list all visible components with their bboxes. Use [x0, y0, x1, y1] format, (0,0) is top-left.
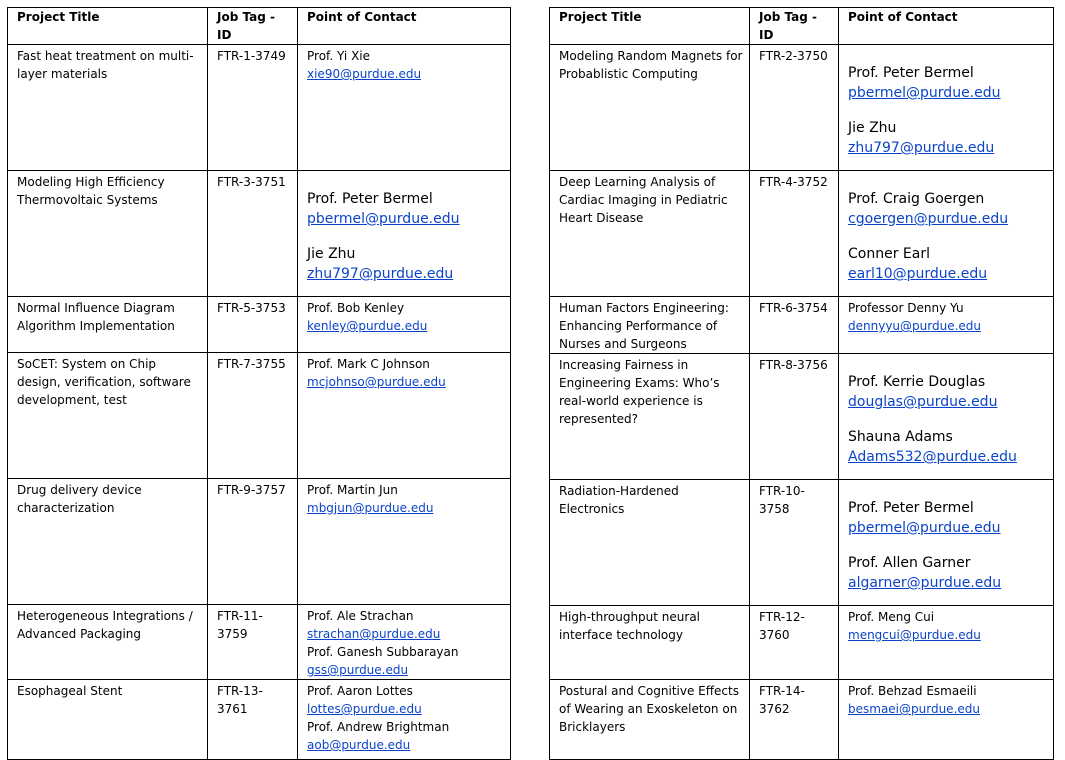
point-of-contact-cell: [298, 680, 511, 760]
job-tag-cell: FTR-10-3758: [750, 480, 839, 606]
contact-email-link[interactable]: lottes@purdue.edu: [307, 702, 422, 716]
contact-name: Jie Zhu: [848, 120, 897, 136]
table-row: [550, 297, 1054, 354]
contact-email-link[interactable]: zhu797@purdue.edu: [848, 140, 995, 156]
project-title-cell: Modeling High Efficiency Thermovoltaic Systems: [8, 171, 208, 297]
table-row: [550, 480, 1054, 606]
contact-email-link[interactable]: aob@purdue.edu: [307, 738, 411, 752]
header-row: [550, 8, 1054, 45]
job-tag-cell: FTR-8-3756: [750, 354, 839, 480]
point-of-contact-cell: [298, 297, 511, 353]
job-tag-cell: FTR-11-3759: [208, 605, 298, 680]
table-row: [8, 297, 511, 353]
project-title-cell: Normal Influence Diagram Algorithm Implementation: [8, 297, 208, 353]
header-job-tag: Job Tag - ID: [208, 8, 298, 45]
header-row: [8, 8, 511, 45]
job-tag-cell: FTR-9-3757: [208, 479, 298, 605]
job-tag-cell: FTR-4-3752: [750, 171, 839, 297]
contact-email-link[interactable]: kenley@purdue.edu: [307, 319, 428, 333]
header-point-of-contact: Point of Contact: [839, 8, 1054, 45]
header-project-title: Project Title: [550, 8, 750, 45]
table-row: [550, 680, 1054, 760]
point-of-contact-cell: [839, 680, 1054, 760]
contact-name: Prof. Yi Xie: [307, 49, 371, 63]
point-of-contact-cell: [298, 171, 511, 297]
job-tag-cell: FTR-3-3751: [208, 171, 298, 297]
contact-name: Prof. Aaron Lottes: [307, 684, 413, 698]
project-title-cell: Esophageal Stent: [8, 680, 208, 760]
contact-email-link[interactable]: mbgjun@purdue.edu: [307, 501, 434, 515]
project-title-cell: SoCET: System on Chip design, verification, software development, test: [8, 353, 208, 479]
contact-email-link[interactable]: pbermel@purdue.edu: [848, 520, 1001, 536]
table-row: [550, 606, 1054, 680]
table-row: [550, 171, 1054, 297]
table-row: [8, 353, 511, 479]
contact-email-link[interactable]: dennyyu@purdue.edu: [848, 319, 981, 333]
contact-name: Prof. Kerrie Douglas: [848, 374, 986, 390]
contact-email-link[interactable]: Adams532@purdue.edu: [848, 449, 1017, 465]
header-job-tag: Job Tag - ID: [750, 8, 839, 45]
contact-email-link[interactable]: besmaei@purdue.edu: [848, 702, 980, 716]
contact-name: Prof. Peter Bermel: [848, 65, 974, 81]
job-tag-cell: FTR-1-3749: [208, 45, 298, 171]
contact-email-link[interactable]: strachan@purdue.edu: [307, 627, 441, 641]
contact-name: Prof. Bob Kenley: [307, 301, 405, 315]
point-of-contact-cell: [839, 45, 1054, 171]
table-row: [8, 479, 511, 605]
point-of-contact-cell: [298, 353, 511, 479]
contact-name: Shauna Adams: [848, 429, 953, 445]
job-tag-cell: FTR-6-3754: [750, 297, 839, 354]
contact-name: Prof. Andrew Brightman: [307, 720, 450, 734]
point-of-contact-cell: [839, 171, 1054, 297]
contact-email-link[interactable]: mengcui@purdue.edu: [848, 628, 981, 642]
contact-name: Prof. Peter Bermel: [848, 500, 974, 516]
project-title-cell: Radiation-Hardened Electronics: [550, 480, 750, 606]
contact-name: Jie Zhu: [307, 246, 356, 262]
point-of-contact-cell: [298, 479, 511, 605]
contact-name: Prof. Martin Jun: [307, 483, 398, 497]
project-title-cell: Fast heat treatment on multi-layer materials: [8, 45, 208, 171]
project-title-cell: Human Factors Engineering: Enhancing Performance of Nurses and Surgeons: [550, 297, 750, 354]
point-of-contact-cell: [298, 605, 511, 680]
point-of-contact-cell: [839, 297, 1054, 354]
job-tag-cell: FTR-13-3761: [208, 680, 298, 760]
job-tag-cell: FTR-14-3762: [750, 680, 839, 760]
contact-name: Prof. Craig Goergen: [848, 191, 985, 207]
contact-name: Prof. Ale Strachan: [307, 609, 414, 623]
contact-email-link[interactable]: earl10@purdue.edu: [848, 266, 988, 282]
project-title-cell: Drug delivery device characterization: [8, 479, 208, 605]
project-title-cell: Postural and Cognitive Effects of Wearing an Exoskeleton on Bricklayers: [550, 680, 750, 760]
table-row: [8, 680, 511, 760]
project-title-cell: Heterogeneous Integrations / Advanced Packaging: [8, 605, 208, 680]
contact-email-link[interactable]: cgoergen@purdue.edu: [848, 211, 1009, 227]
table-row: [8, 45, 511, 171]
contact-email-link[interactable]: pbermel@purdue.edu: [848, 85, 1001, 101]
job-tag-cell: FTR-12-3760: [750, 606, 839, 680]
point-of-contact-cell: [839, 480, 1054, 606]
contact-name: Prof. Ganesh Subbarayan: [307, 645, 459, 659]
table-row: [8, 605, 511, 680]
projects-table-right: [549, 7, 1054, 760]
contact-email-link[interactable]: algarner@purdue.edu: [848, 575, 1002, 591]
header-project-title: Project Title: [8, 8, 208, 45]
contact-email-link[interactable]: gss@purdue.edu: [307, 663, 409, 677]
contact-name: Prof. Meng Cui: [848, 610, 935, 624]
point-of-contact-cell: [839, 354, 1054, 480]
contact-name: Prof. Allen Garner: [848, 555, 971, 571]
job-tag-cell: FTR-2-3750: [750, 45, 839, 171]
contact-email-link[interactable]: zhu797@purdue.edu: [307, 266, 454, 282]
contact-name: Professor Denny Yu: [848, 301, 964, 315]
point-of-contact-cell: [839, 606, 1054, 680]
contact-email-link[interactable]: douglas@purdue.edu: [848, 394, 998, 410]
job-tag-cell: FTR-5-3753: [208, 297, 298, 353]
contact-email-link[interactable]: mcjohnso@purdue.edu: [307, 375, 446, 389]
contact-email-link[interactable]: pbermel@purdue.edu: [307, 211, 460, 227]
contact-name: Prof. Mark C Johnson: [307, 357, 430, 371]
contact-name: Conner Earl: [848, 246, 930, 262]
contact-name: Prof. Behzad Esmaeili: [848, 684, 977, 698]
table-row: [550, 45, 1054, 171]
project-title-cell: Deep Learning Analysis of Cardiac Imaging in Pediatric Heart Disease: [550, 171, 750, 297]
contact-name: Prof. Peter Bermel: [307, 191, 433, 207]
table-row: [8, 171, 511, 297]
contact-email-link[interactable]: xie90@purdue.edu: [307, 67, 422, 81]
project-title-cell: High-throughput neural interface technology: [550, 606, 750, 680]
projects-table-left: [7, 7, 511, 760]
table-row: [550, 354, 1054, 480]
point-of-contact-cell: [298, 45, 511, 171]
project-title-cell: Modeling Random Magnets for Probablistic Computing: [550, 45, 750, 171]
header-point-of-contact: Point of Contact: [298, 8, 511, 45]
job-tag-cell: FTR-7-3755: [208, 353, 298, 479]
project-title-cell: Increasing Fairness in Engineering Exams: Who’s real-world experience is represented?: [550, 354, 750, 480]
